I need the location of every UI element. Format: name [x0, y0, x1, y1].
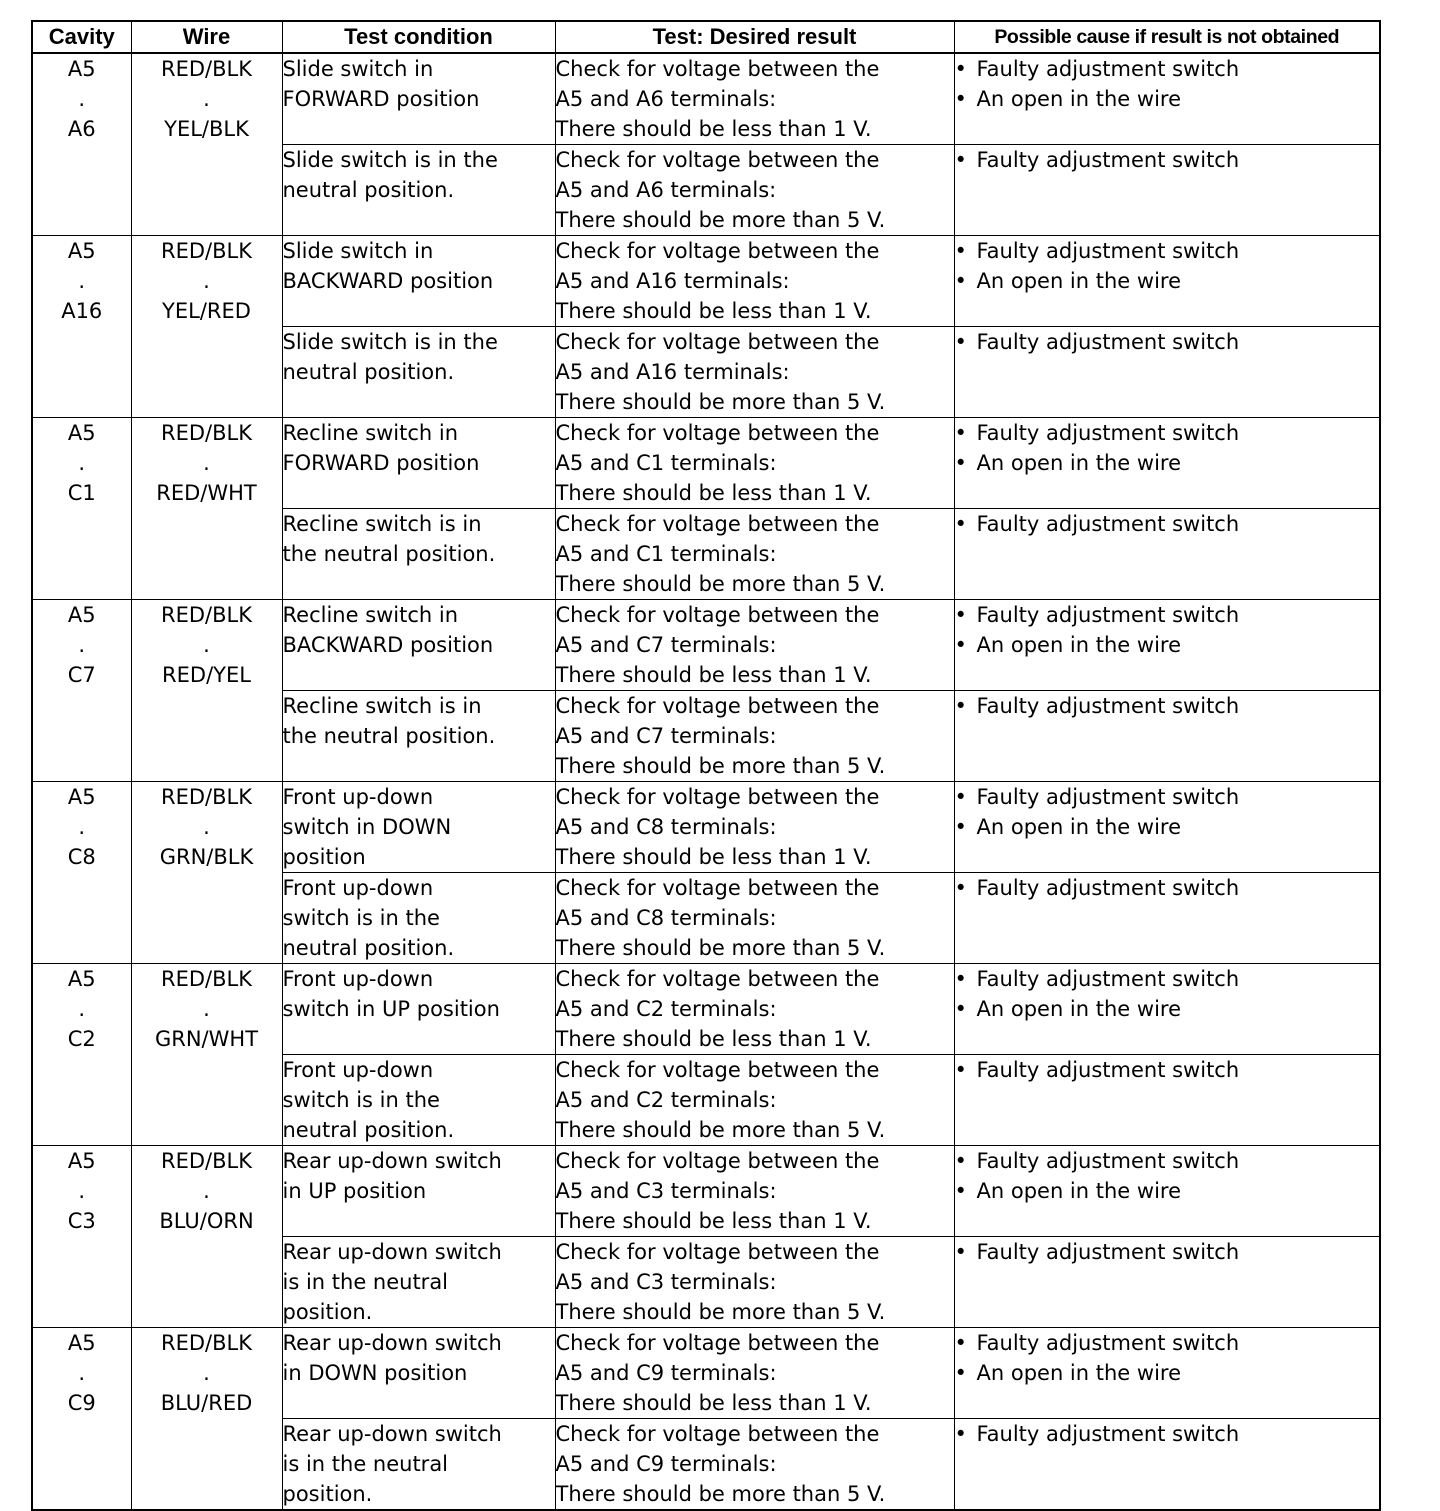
- cavity-top: A5: [67, 421, 96, 445]
- cause-item: [955, 418, 1380, 448]
- desired-result-cell: [555, 1237, 954, 1328]
- wire-separator: .: [203, 269, 210, 293]
- wire-top: RED/BLK: [161, 1331, 252, 1355]
- cause-item: [955, 994, 1380, 1024]
- cause-item: [955, 1176, 1380, 1206]
- header-row: [32, 21, 1380, 53]
- desired-result-cell: [555, 53, 954, 145]
- desired-result-line: A5 and C7 terminals:: [555, 633, 777, 657]
- test-condition-line: Slide switch in: [282, 239, 434, 263]
- desired-result-line: Check for voltage between the: [555, 1331, 880, 1355]
- desired-result-line: There should be more than 5 V.: [555, 1482, 886, 1506]
- bullet-icon: •: [954, 694, 967, 718]
- bullet-icon: •: [954, 451, 967, 475]
- wire-separator: .: [203, 1361, 210, 1385]
- desired-result-cell: [555, 327, 954, 418]
- cavity-bottom: C8: [67, 845, 96, 869]
- test-condition-cell: [282, 1419, 555, 1511]
- bullet-icon: •: [954, 1058, 967, 1082]
- wire-top: RED/BLK: [161, 239, 252, 263]
- test-condition-cell: [282, 782, 555, 873]
- desired-result-line: There should be more than 5 V.: [555, 1300, 886, 1324]
- desired-result-line: A5 and A6 terminals:: [555, 178, 777, 202]
- cavity-cell: [32, 782, 131, 964]
- test-condition-cell: [282, 509, 555, 600]
- possible-cause-cell: [954, 236, 1380, 327]
- desired-result-line: There should be less than 1 V.: [555, 1027, 872, 1051]
- bullet-icon: •: [954, 1149, 967, 1173]
- wire-top: RED/BLK: [161, 1149, 252, 1173]
- cavity-cell: [32, 53, 131, 236]
- cavity-top: A5: [67, 1149, 96, 1173]
- bullet-icon: •: [954, 785, 967, 809]
- bullet-icon: •: [954, 815, 967, 839]
- desired-result-line: A5 and C7 terminals:: [555, 724, 777, 748]
- desired-result-line: Check for voltage between the: [555, 1422, 880, 1446]
- possible-cause-cell: [954, 327, 1380, 418]
- desired-result-line: There should be more than 5 V.: [555, 390, 886, 414]
- cause-text: Faulty adjustment switch: [976, 512, 1240, 536]
- cavity-cell: [32, 1146, 131, 1328]
- possible-cause-cell: [954, 1055, 1380, 1146]
- cavity-separator: .: [78, 87, 86, 111]
- cavity-separator: .: [78, 633, 86, 657]
- table-row: [32, 600, 1380, 691]
- bullet-icon: •: [954, 421, 967, 445]
- cause-item: [955, 691, 1380, 721]
- desired-result-cell: [555, 1055, 954, 1146]
- bullet-icon: •: [954, 997, 967, 1021]
- bullet-icon: •: [954, 57, 967, 81]
- desired-result-line: Check for voltage between the: [555, 785, 880, 809]
- possible-cause-cell: [954, 691, 1380, 782]
- cause-text: Faulty adjustment switch: [976, 57, 1240, 81]
- test-condition-line: Slide switch is in the: [282, 148, 498, 172]
- table-row: [32, 782, 1380, 873]
- test-condition-line: BACKWARD position: [282, 633, 494, 657]
- cavity-bottom: C9: [67, 1391, 96, 1415]
- test-condition-line: switch in UP position: [282, 997, 500, 1021]
- wire-bottom: GRN/WHT: [154, 1027, 259, 1051]
- cavity-bottom: C2: [67, 1027, 96, 1051]
- desired-result-line: Check for voltage between the: [555, 694, 880, 718]
- test-condition-line: the neutral position.: [282, 542, 496, 566]
- test-condition-line: position.: [282, 1482, 373, 1506]
- cause-text: Faulty adjustment switch: [976, 1422, 1240, 1446]
- test-condition-cell: [282, 691, 555, 782]
- table-row: [32, 1328, 1380, 1419]
- cause-text: Faulty adjustment switch: [976, 694, 1240, 718]
- header-possible-cause: Possible cause if result is not obtained: [954, 21, 1380, 53]
- desired-result-cell: [555, 782, 954, 873]
- desired-result-line: A5 and C8 terminals:: [555, 906, 777, 930]
- test-condition-cell: [282, 418, 555, 509]
- desired-result-cell: [555, 509, 954, 600]
- desired-result-cell: [555, 964, 954, 1055]
- bullet-icon: •: [954, 967, 967, 991]
- cause-text: An open in the wire: [976, 633, 1181, 657]
- desired-result-line: Check for voltage between the: [555, 1149, 880, 1173]
- desired-result-line: Check for voltage between the: [555, 421, 880, 445]
- test-condition-line: switch in DOWN: [282, 815, 452, 839]
- bullet-icon: •: [954, 148, 967, 172]
- desired-result-cell: [555, 873, 954, 964]
- desired-result-line: A5 and A16 terminals:: [555, 269, 790, 293]
- cause-text: An open in the wire: [976, 87, 1181, 111]
- cause-item: [955, 145, 1380, 175]
- cause-text: Faulty adjustment switch: [976, 330, 1240, 354]
- desired-result-line: A5 and C2 terminals:: [555, 997, 777, 1021]
- desired-result-line: A5 and C9 terminals:: [555, 1452, 777, 1476]
- cause-text: An open in the wire: [976, 815, 1181, 839]
- wire-cell: [131, 1146, 282, 1328]
- cause-text: Faulty adjustment switch: [976, 1149, 1240, 1173]
- cause-item: [955, 1055, 1380, 1085]
- desired-result-line: There should be less than 1 V.: [555, 117, 872, 141]
- desired-result-line: A5 and C1 terminals:: [555, 542, 777, 566]
- desired-result-line: Check for voltage between the: [555, 603, 880, 627]
- test-condition-line: Slide switch in: [282, 57, 434, 81]
- cause-text: Faulty adjustment switch: [976, 148, 1240, 172]
- cavity-top: A5: [67, 239, 96, 263]
- cause-item: [955, 1419, 1380, 1449]
- cause-item: [955, 1237, 1380, 1267]
- cavity-cell: [32, 600, 131, 782]
- desired-result-line: There should be less than 1 V.: [555, 299, 872, 323]
- test-condition-line: switch is in the: [282, 906, 440, 930]
- wire-top: RED/BLK: [161, 57, 252, 81]
- test-condition-line: neutral position.: [282, 936, 455, 960]
- test-condition-line: in UP position: [282, 1179, 427, 1203]
- wire-bottom: YEL/BLK: [164, 117, 249, 141]
- wire-cell: [131, 964, 282, 1146]
- test-condition-line: Front up-down: [282, 1058, 434, 1082]
- wire-bottom: RED/WHT: [156, 481, 257, 505]
- cause-text: An open in the wire: [976, 1179, 1181, 1203]
- test-condition-cell: [282, 1237, 555, 1328]
- table-row: [32, 418, 1380, 509]
- test-condition-line: Recline switch is in: [282, 694, 482, 718]
- desired-result-cell: [555, 1146, 954, 1237]
- cavity-cell: [32, 418, 131, 600]
- possible-cause-cell: [954, 1328, 1380, 1419]
- cause-item: [955, 600, 1380, 630]
- test-condition-cell: [282, 873, 555, 964]
- table-row: [32, 53, 1380, 145]
- cause-text: An open in the wire: [976, 1361, 1181, 1385]
- cause-item: [955, 1358, 1380, 1388]
- cavity-bottom: A6: [67, 117, 96, 141]
- wire-cell: [131, 236, 282, 418]
- cavity-separator: .: [78, 451, 86, 475]
- wire-top: RED/BLK: [161, 967, 252, 991]
- table-header: [32, 21, 1380, 53]
- cause-text: Faulty adjustment switch: [976, 1331, 1240, 1355]
- header-test-condition: Test condition: [282, 21, 555, 53]
- header-wire: Wire: [131, 21, 282, 53]
- cavity-cell: [32, 1328, 131, 1511]
- cause-item: [955, 266, 1380, 296]
- test-condition-line: Recline switch in: [282, 421, 459, 445]
- cavity-top: A5: [67, 785, 96, 809]
- possible-cause-cell: [954, 1419, 1380, 1511]
- cause-text: An open in the wire: [976, 451, 1181, 475]
- desired-result-line: A5 and C1 terminals:: [555, 451, 777, 475]
- desired-result-line: A5 and C8 terminals:: [555, 815, 777, 839]
- desired-result-line: A5 and C9 terminals:: [555, 1361, 777, 1385]
- possible-cause-cell: [954, 418, 1380, 509]
- cause-item: [955, 964, 1380, 994]
- bullet-icon: •: [954, 1179, 967, 1203]
- bullet-icon: •: [954, 330, 967, 354]
- cause-text: An open in the wire: [976, 997, 1181, 1021]
- cause-text: Faulty adjustment switch: [976, 239, 1240, 263]
- table-body: [32, 53, 1380, 1510]
- wire-cell: [131, 1328, 282, 1511]
- desired-result-line: There should be less than 1 V.: [555, 481, 872, 505]
- test-condition-cell: [282, 145, 555, 236]
- wire-bottom: BLU/RED: [160, 1391, 253, 1415]
- cavity-bottom: A16: [61, 299, 103, 323]
- wire-cell: [131, 782, 282, 964]
- table-row: [32, 964, 1380, 1055]
- test-condition-line: Front up-down: [282, 876, 434, 900]
- test-condition-line: neutral position.: [282, 360, 455, 384]
- wire-cell: [131, 418, 282, 600]
- cause-text: Faulty adjustment switch: [976, 876, 1240, 900]
- wire-separator: .: [203, 1179, 210, 1203]
- possible-cause-cell: [954, 600, 1380, 691]
- cause-item: [955, 54, 1380, 84]
- desired-result-line: Check for voltage between the: [555, 1240, 880, 1264]
- possible-cause-cell: [954, 1146, 1380, 1237]
- cause-item: [955, 630, 1380, 660]
- test-condition-cell: [282, 327, 555, 418]
- cause-item: [955, 84, 1380, 114]
- table-row: [32, 236, 1380, 327]
- test-condition-cell: [282, 236, 555, 327]
- desired-result-line: A5 and C2 terminals:: [555, 1088, 777, 1112]
- desired-result-line: Check for voltage between the: [555, 1058, 880, 1082]
- desired-result-line: A5 and A6 terminals:: [555, 87, 777, 111]
- desired-result-cell: [555, 691, 954, 782]
- test-condition-line: Recline switch in: [282, 603, 459, 627]
- desired-result-line: Check for voltage between the: [555, 512, 880, 536]
- bullet-icon: •: [954, 269, 967, 293]
- wire-bottom: YEL/RED: [162, 299, 251, 323]
- wire-top: RED/BLK: [161, 421, 252, 445]
- possible-cause-cell: [954, 53, 1380, 145]
- test-condition-line: Slide switch is in the: [282, 330, 498, 354]
- cause-item: [955, 812, 1380, 842]
- test-condition-line: is in the neutral: [282, 1270, 449, 1294]
- cavity-bottom: C7: [67, 663, 96, 687]
- wire-separator: .: [203, 997, 210, 1021]
- cavity-separator: .: [78, 1361, 86, 1385]
- wire-bottom: BLU/ORN: [159, 1209, 254, 1233]
- bullet-icon: •: [954, 633, 967, 657]
- desired-result-line: Check for voltage between the: [555, 330, 880, 354]
- possible-cause-cell: [954, 964, 1380, 1055]
- bullet-icon: •: [954, 1331, 967, 1355]
- desired-result-line: There should be more than 5 V.: [555, 1118, 886, 1142]
- test-condition-line: Rear up-down switch: [282, 1331, 502, 1355]
- bullet-icon: •: [954, 512, 967, 536]
- cavity-cell: [32, 236, 131, 418]
- cause-item: [955, 873, 1380, 903]
- cause-text: Faulty adjustment switch: [976, 1240, 1240, 1264]
- desired-result-line: A5 and A16 terminals:: [555, 360, 790, 384]
- wire-top: RED/BLK: [161, 603, 252, 627]
- wire-bottom: GRN/BLK: [159, 845, 254, 869]
- cavity-top: A5: [67, 603, 96, 627]
- wire-cell: [131, 600, 282, 782]
- desired-result-cell: [555, 236, 954, 327]
- test-condition-cell: [282, 600, 555, 691]
- possible-cause-cell: [954, 1237, 1380, 1328]
- desired-result-line: Check for voltage between the: [555, 239, 880, 263]
- test-condition-line: Front up-down: [282, 785, 434, 809]
- cause-item: [955, 1146, 1380, 1176]
- bullet-icon: •: [954, 1240, 967, 1264]
- desired-result-cell: [555, 600, 954, 691]
- desired-result-line: A5 and C3 terminals:: [555, 1270, 777, 1294]
- desired-result-line: A5 and C3 terminals:: [555, 1179, 777, 1203]
- cavity-top: A5: [67, 1331, 96, 1355]
- bullet-icon: •: [954, 603, 967, 627]
- cause-text: Faulty adjustment switch: [976, 785, 1240, 809]
- wire-separator: .: [203, 633, 210, 657]
- cause-text: Faulty adjustment switch: [976, 421, 1240, 445]
- test-condition-cell: [282, 1055, 555, 1146]
- cause-text: An open in the wire: [976, 269, 1181, 293]
- wire-separator: .: [203, 815, 210, 839]
- bullet-icon: •: [954, 1422, 967, 1446]
- desired-result-line: There should be more than 5 V.: [555, 208, 886, 232]
- wire-top: RED/BLK: [161, 785, 252, 809]
- possible-cause-cell: [954, 873, 1380, 964]
- cavity-bottom: C1: [67, 481, 96, 505]
- test-condition-cell: [282, 53, 555, 145]
- cavity-bottom: C3: [67, 1209, 96, 1233]
- desired-result-line: There should be less than 1 V.: [555, 1209, 872, 1233]
- wire-bottom: RED/YEL: [162, 663, 251, 687]
- table-row: [32, 1146, 1380, 1237]
- switch-test-table: [31, 20, 1381, 1511]
- cause-item: [955, 782, 1380, 812]
- desired-result-line: There should be less than 1 V.: [555, 1391, 872, 1415]
- desired-result-cell: [555, 1328, 954, 1419]
- wire-cell: [131, 53, 282, 236]
- test-condition-line: in DOWN position: [282, 1361, 468, 1385]
- test-condition-line: position.: [282, 1300, 373, 1324]
- test-condition-line: Rear up-down switch: [282, 1422, 502, 1446]
- wire-separator: .: [203, 87, 210, 111]
- bullet-icon: •: [954, 87, 967, 111]
- cause-text: Faulty adjustment switch: [976, 603, 1240, 627]
- test-condition-line: FORWARD position: [282, 87, 480, 111]
- cavity-top: A5: [67, 967, 96, 991]
- cavity-top: A5: [67, 57, 96, 81]
- cause-item: [955, 509, 1380, 539]
- cause-text: Faulty adjustment switch: [976, 1058, 1240, 1082]
- test-condition-cell: [282, 964, 555, 1055]
- test-condition-line: switch is in the: [282, 1088, 440, 1112]
- desired-result-line: There should be more than 5 V.: [555, 936, 886, 960]
- test-condition-line: BACKWARD position: [282, 269, 494, 293]
- test-condition-line: Rear up-down switch: [282, 1240, 502, 1264]
- bullet-icon: •: [954, 1361, 967, 1385]
- bullet-icon: •: [954, 876, 967, 900]
- test-condition-line: Recline switch is in: [282, 512, 482, 536]
- cavity-separator: .: [78, 815, 86, 839]
- desired-result-cell: [555, 145, 954, 236]
- header-desired-result: Test: Desired result: [555, 21, 954, 53]
- test-condition-cell: [282, 1146, 555, 1237]
- test-condition-line: neutral position.: [282, 178, 455, 202]
- test-condition-line: neutral position.: [282, 1118, 455, 1142]
- cause-item: [955, 236, 1380, 266]
- test-condition-cell: [282, 1328, 555, 1419]
- desired-result-line: There should be more than 5 V.: [555, 572, 886, 596]
- test-condition-line: is in the neutral: [282, 1452, 449, 1476]
- cavity-cell: [32, 964, 131, 1146]
- desired-result-line: There should be more than 5 V.: [555, 754, 886, 778]
- cavity-separator: .: [78, 997, 86, 1021]
- test-condition-line: Rear up-down switch: [282, 1149, 502, 1173]
- desired-result-cell: [555, 1419, 954, 1511]
- test-condition-line: position: [282, 845, 366, 869]
- test-condition-line: the neutral position.: [282, 724, 496, 748]
- possible-cause-cell: [954, 509, 1380, 600]
- cause-item: [955, 327, 1380, 357]
- desired-result-cell: [555, 418, 954, 509]
- bullet-icon: •: [954, 239, 967, 263]
- cause-item: [955, 1328, 1380, 1358]
- cause-text: Faulty adjustment switch: [976, 967, 1240, 991]
- desired-result-line: Check for voltage between the: [555, 876, 880, 900]
- desired-result-line: Check for voltage between the: [555, 148, 880, 172]
- possible-cause-cell: [954, 782, 1380, 873]
- header-cavity: Cavity: [32, 21, 131, 53]
- wire-separator: .: [203, 451, 210, 475]
- test-condition-line: FORWARD position: [282, 451, 480, 475]
- cavity-separator: .: [78, 1179, 86, 1203]
- test-condition-line: Front up-down: [282, 967, 434, 991]
- desired-result-line: There should be less than 1 V.: [555, 663, 872, 687]
- desired-result-line: There should be less than 1 V.: [555, 845, 872, 869]
- possible-cause-cell: [954, 145, 1380, 236]
- desired-result-line: Check for voltage between the: [555, 57, 880, 81]
- cause-item: [955, 448, 1380, 478]
- cavity-separator: .: [78, 269, 86, 293]
- desired-result-line: Check for voltage between the: [555, 967, 880, 991]
